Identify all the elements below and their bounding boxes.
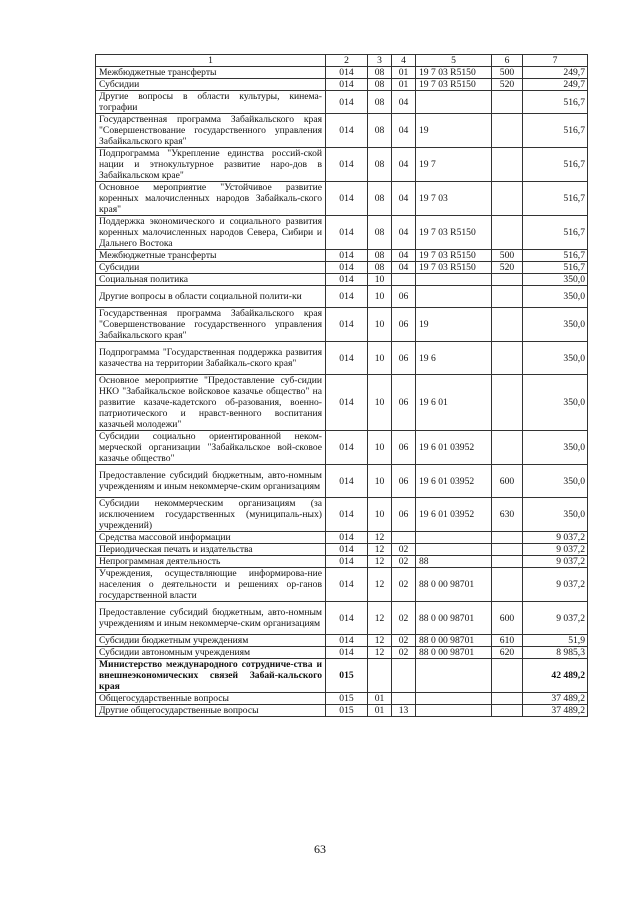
cell-amount: 350,0 — [523, 498, 588, 532]
row-name: Подпрограмма "Государственная поддержка развития казачества на территории Забайкаль-ского края" — [96, 342, 326, 375]
row-name: Субсидии некоммерческим организациям (за исключением государственных (муниципаль-ных) учреждений) — [96, 498, 326, 532]
cell-target-article: 88 0 00 98701 — [416, 568, 492, 602]
cell-amount: 9 037,2 — [523, 568, 588, 602]
cell-section: 08 — [368, 114, 392, 148]
cell-section: 08 — [368, 91, 392, 114]
cell-section: 10 — [368, 308, 392, 342]
cell-expense-type — [492, 693, 523, 705]
cell-expense-type — [492, 182, 523, 216]
cell-expense-type — [492, 431, 523, 465]
row-name: Общегосударственные вопросы — [96, 693, 326, 705]
table-header-row — [96, 55, 588, 67]
cell-amount: 37 489,2 — [523, 705, 588, 717]
row-name: Межбюджетные трансферты — [96, 250, 326, 262]
cell-section: 01 — [368, 705, 392, 717]
cell-chapter: 014 — [326, 465, 368, 498]
cell-amount: 516,7 — [523, 250, 588, 262]
row-name: Учреждения, осуществляющие информирова-ние населения о деятельности и решениях ор-ганов государственной власти — [96, 568, 326, 602]
cell-target-article: 19 — [416, 114, 492, 148]
column-header: 1 — [96, 55, 326, 67]
cell-subsection: 02 — [392, 635, 416, 647]
cell-chapter: 014 — [326, 216, 368, 250]
cell-target-article — [416, 91, 492, 114]
cell-section: 08 — [368, 67, 392, 79]
cell-amount: 249,7 — [523, 67, 588, 79]
column-header: 6 — [492, 55, 523, 67]
cell-amount: 516,7 — [523, 148, 588, 182]
cell-subsection: 04 — [392, 182, 416, 216]
cell-subsection: 04 — [392, 216, 416, 250]
cell-expense-type — [492, 286, 523, 308]
cell-subsection: 06 — [392, 431, 416, 465]
row-name: Субсидии — [96, 262, 326, 274]
cell-amount: 350,0 — [523, 465, 588, 498]
cell-subsection: 04 — [392, 250, 416, 262]
cell-subsection: 02 — [392, 568, 416, 602]
cell-chapter: 014 — [326, 375, 368, 431]
cell-subsection: 06 — [392, 465, 416, 498]
cell-chapter: 014 — [326, 79, 368, 91]
table-row — [96, 114, 588, 148]
cell-chapter: 014 — [326, 647, 368, 659]
cell-expense-type — [492, 705, 523, 717]
cell-target-article: 88 0 00 98701 — [416, 602, 492, 635]
cell-target-article: 19 6 01 03952 — [416, 431, 492, 465]
cell-amount: 350,0 — [523, 308, 588, 342]
cell-target-article — [416, 659, 492, 693]
row-name: Другие вопросы в области культуры, кинема-тографии — [96, 91, 326, 114]
table-row — [96, 67, 588, 79]
cell-chapter: 014 — [326, 274, 368, 286]
cell-chapter: 014 — [326, 308, 368, 342]
cell-expense-type — [492, 216, 523, 250]
cell-target-article: 19 7 03 R5150 — [416, 67, 492, 79]
budget-table — [95, 54, 588, 717]
cell-chapter: 014 — [326, 91, 368, 114]
row-name: Непрограммная деятельность — [96, 556, 326, 568]
cell-expense-type — [492, 91, 523, 114]
cell-section: 10 — [368, 498, 392, 532]
cell-section: 10 — [368, 342, 392, 375]
page-number: 63 — [314, 842, 326, 856]
column-header: 5 — [416, 55, 492, 67]
cell-target-article: 88 0 00 98701 — [416, 647, 492, 659]
cell-target-article: 19 6 01 03952 — [416, 498, 492, 532]
cell-chapter: 014 — [326, 182, 368, 216]
row-name: Государственная программа Забайкальского края "Совершенствование государственного управления Забайкальского края" — [96, 308, 326, 342]
cell-amount: 42 489,2 — [523, 659, 588, 693]
row-name: Предоставление субсидий бюджетным, авто-номным учреждениям и иным некоммерче-ским организациям — [96, 602, 326, 635]
cell-target-article: 19 7 03 R5150 — [416, 262, 492, 274]
table-row — [96, 705, 588, 717]
cell-chapter: 014 — [326, 556, 368, 568]
column-header: 4 — [392, 55, 416, 67]
cell-amount: 350,0 — [523, 274, 588, 286]
cell-section: 10 — [368, 431, 392, 465]
cell-section: 08 — [368, 262, 392, 274]
row-name: Субсидии — [96, 79, 326, 91]
cell-section: 12 — [368, 568, 392, 602]
cell-section: 10 — [368, 465, 392, 498]
table-row — [96, 148, 588, 182]
cell-amount: 516,7 — [523, 262, 588, 274]
row-name: Государственная программа Забайкальского края "Совершенствование государственного управления Забайкальского края" — [96, 114, 326, 148]
table-row — [96, 568, 588, 602]
cell-amount: 9 037,2 — [523, 544, 588, 556]
cell-expense-type — [492, 274, 523, 286]
cell-amount: 37 489,2 — [523, 693, 588, 705]
cell-target-article: 19 7 03 — [416, 182, 492, 216]
cell-section: 12 — [368, 556, 392, 568]
cell-amount: 350,0 — [523, 342, 588, 375]
cell-chapter: 014 — [326, 262, 368, 274]
table-row — [96, 556, 588, 568]
cell-subsection: 04 — [392, 91, 416, 114]
cell-target-article: 19 7 03 R5150 — [416, 216, 492, 250]
row-name: Министерство международного сотрудниче-ства и внешнеэкономических связей Забай-кальского края — [96, 659, 326, 693]
cell-subsection: 02 — [392, 647, 416, 659]
cell-amount: 9 037,2 — [523, 602, 588, 635]
cell-section: 12 — [368, 635, 392, 647]
table-row — [96, 647, 588, 659]
cell-target-article: 88 — [416, 556, 492, 568]
table-row — [96, 342, 588, 375]
table-row — [96, 693, 588, 705]
column-header: 3 — [368, 55, 392, 67]
table-row — [96, 274, 588, 286]
cell-target-article — [416, 693, 492, 705]
cell-subsection: 04 — [392, 262, 416, 274]
cell-chapter: 014 — [326, 602, 368, 635]
cell-expense-type: 500 — [492, 250, 523, 262]
cell-expense-type: 620 — [492, 647, 523, 659]
cell-target-article — [416, 544, 492, 556]
cell-section: 10 — [368, 274, 392, 286]
table-row — [96, 286, 588, 308]
table-row — [96, 216, 588, 250]
cell-target-article — [416, 274, 492, 286]
cell-chapter: 014 — [326, 498, 368, 532]
row-name: Другие общегосударственные вопросы — [96, 705, 326, 717]
cell-target-article: 19 7 03 R5150 — [416, 250, 492, 262]
row-name: Основное мероприятие "Устойчивое развитие коренных малочисленных народов Забайкаль-ского края" — [96, 182, 326, 216]
row-name: Субсидии автономным учреждениям — [96, 647, 326, 659]
cell-subsection: 06 — [392, 342, 416, 375]
cell-chapter: 014 — [326, 286, 368, 308]
cell-amount: 9 037,2 — [523, 556, 588, 568]
cell-section: 12 — [368, 602, 392, 635]
cell-expense-type — [492, 544, 523, 556]
table-row — [96, 308, 588, 342]
cell-target-article: 19 — [416, 308, 492, 342]
table-row — [96, 91, 588, 114]
cell-amount: 516,7 — [523, 91, 588, 114]
table-row — [96, 602, 588, 635]
cell-amount: 8 985,3 — [523, 647, 588, 659]
table-row — [96, 250, 588, 262]
cell-subsection: 02 — [392, 544, 416, 556]
cell-subsection — [392, 693, 416, 705]
table-row — [96, 262, 588, 274]
cell-subsection: 06 — [392, 498, 416, 532]
cell-expense-type: 500 — [492, 67, 523, 79]
cell-subsection: 13 — [392, 705, 416, 717]
cell-section — [368, 659, 392, 693]
row-name: Основное мероприятие "Предоставление суб-сидии НКО "Забайкальское войсковое казачье общество" на развитие казаче-кадетского об-разования, военно-патриотического и нравст-венного воспитания казачьей молодежи" — [96, 375, 326, 431]
cell-amount: 350,0 — [523, 375, 588, 431]
cell-chapter: 014 — [326, 148, 368, 182]
cell-section: 12 — [368, 532, 392, 544]
cell-chapter: 014 — [326, 114, 368, 148]
row-name: Предоставление субсидий бюджетным, авто-номным учреждениям и иным некоммерче-ским организациям — [96, 465, 326, 498]
cell-subsection: 02 — [392, 556, 416, 568]
table-row — [96, 544, 588, 556]
cell-expense-type — [492, 308, 523, 342]
row-name: Средства массовой информации — [96, 532, 326, 544]
cell-section: 01 — [368, 693, 392, 705]
cell-chapter: 015 — [326, 693, 368, 705]
row-name: Поддержка экономического и социального развития коренных малочисленных народов Севера, Сибири и Дальнего Востока — [96, 216, 326, 250]
cell-subsection: 02 — [392, 602, 416, 635]
cell-section: 10 — [368, 375, 392, 431]
cell-amount: 350,0 — [523, 431, 588, 465]
cell-target-article: 19 7 03 R5150 — [416, 79, 492, 91]
table-body — [96, 67, 588, 717]
row-name: Межбюджетные трансферты — [96, 67, 326, 79]
cell-subsection: 01 — [392, 79, 416, 91]
cell-subsection: 04 — [392, 114, 416, 148]
row-name: Социальная политика — [96, 274, 326, 286]
cell-subsection: 04 — [392, 148, 416, 182]
table-row — [96, 498, 588, 532]
table-row — [96, 79, 588, 91]
cell-chapter: 015 — [326, 705, 368, 717]
column-header: 2 — [326, 55, 368, 67]
cell-chapter: 014 — [326, 431, 368, 465]
cell-subsection: 06 — [392, 375, 416, 431]
cell-amount: 51,9 — [523, 635, 588, 647]
cell-target-article — [416, 705, 492, 717]
cell-expense-type — [492, 342, 523, 375]
cell-subsection — [392, 659, 416, 693]
cell-expense-type: 600 — [492, 602, 523, 635]
cell-chapter: 014 — [326, 250, 368, 262]
cell-chapter: 014 — [326, 342, 368, 375]
cell-expense-type: 520 — [492, 262, 523, 274]
cell-expense-type: 520 — [492, 79, 523, 91]
table-row — [96, 635, 588, 647]
row-name: Другие вопросы в области социальной полити-ки — [96, 286, 326, 308]
cell-amount: 249,7 — [523, 79, 588, 91]
cell-section: 12 — [368, 544, 392, 556]
cell-expense-type: 610 — [492, 635, 523, 647]
cell-subsection: 06 — [392, 308, 416, 342]
cell-section: 08 — [368, 148, 392, 182]
cell-expense-type — [492, 556, 523, 568]
row-name: Подпрограмма "Укрепление единства россий-ской нации и этнокультурное развитие наро-дов в Забайкальском крае" — [96, 148, 326, 182]
cell-amount: 350,0 — [523, 286, 588, 308]
cell-expense-type: 630 — [492, 498, 523, 532]
cell-target-article: 19 7 — [416, 148, 492, 182]
cell-section: 10 — [368, 286, 392, 308]
cell-chapter: 014 — [326, 544, 368, 556]
cell-subsection — [392, 532, 416, 544]
column-header: 7 — [523, 55, 588, 67]
cell-section: 08 — [368, 216, 392, 250]
cell-chapter: 014 — [326, 532, 368, 544]
cell-subsection: 06 — [392, 286, 416, 308]
cell-expense-type — [492, 375, 523, 431]
cell-subsection: 01 — [392, 67, 416, 79]
cell-target-article — [416, 532, 492, 544]
row-name: Субсидии бюджетным учреждениям — [96, 635, 326, 647]
cell-expense-type — [492, 568, 523, 602]
table-row — [96, 659, 588, 693]
cell-target-article: 19 6 01 — [416, 375, 492, 431]
cell-chapter: 014 — [326, 568, 368, 602]
table-row — [96, 465, 588, 498]
cell-target-article: 88 0 00 98701 — [416, 635, 492, 647]
cell-expense-type — [492, 148, 523, 182]
table-row — [96, 182, 588, 216]
cell-amount: 516,7 — [523, 216, 588, 250]
cell-chapter: 015 — [326, 659, 368, 693]
table-row — [96, 532, 588, 544]
cell-amount: 9 037,2 — [523, 532, 588, 544]
cell-section: 08 — [368, 182, 392, 216]
cell-expense-type: 600 — [492, 465, 523, 498]
row-name: Субсидии социально ориентированной неком-мерческой организации "Забайкальское вой-сковое казачье общество" — [96, 431, 326, 465]
cell-chapter: 014 — [326, 635, 368, 647]
cell-subsection — [392, 274, 416, 286]
cell-section: 08 — [368, 250, 392, 262]
row-name: Периодическая печать и издательства — [96, 544, 326, 556]
table-row — [96, 431, 588, 465]
cell-amount: 516,7 — [523, 182, 588, 216]
cell-target-article — [416, 286, 492, 308]
cell-section: 08 — [368, 79, 392, 91]
cell-amount: 516,7 — [523, 114, 588, 148]
cell-section: 12 — [368, 647, 392, 659]
cell-target-article: 19 6 01 03952 — [416, 465, 492, 498]
cell-expense-type — [492, 532, 523, 544]
table-row — [96, 375, 588, 431]
cell-chapter: 014 — [326, 67, 368, 79]
cell-expense-type — [492, 659, 523, 693]
cell-target-article: 19 6 — [416, 342, 492, 375]
cell-expense-type — [492, 114, 523, 148]
